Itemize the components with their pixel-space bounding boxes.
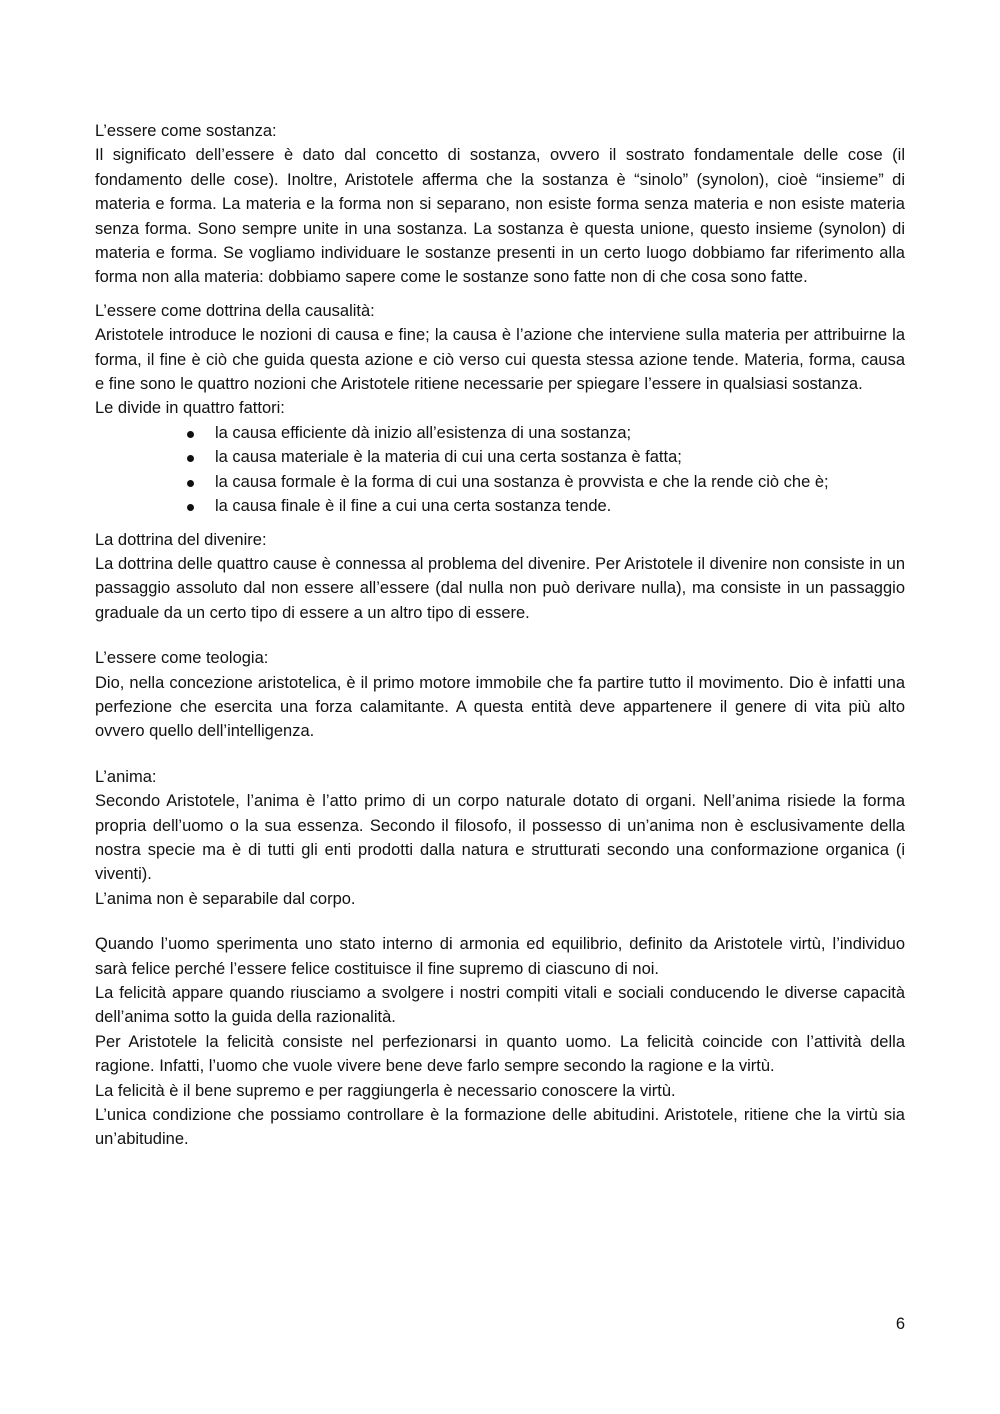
list-intro: Le divide in quattro fattori: <box>95 399 285 418</box>
section-sostanza <box>95 119 905 290</box>
page-content <box>95 119 905 1161</box>
section-text: La dottrina delle quattro cause è connessa al problema del divenire. Per Aristotele il divenire non consiste in un passaggio assoluto dal non essere all’essere (dal nulla non può derivare nulla), ma consiste in un passaggio graduale da un certo tipo di essere a un altro tipo di essere. <box>95 554 905 622</box>
section-felicita <box>95 932 905 1152</box>
bullet-icon <box>187 455 194 462</box>
list-item <box>187 421 905 445</box>
paragraph: Per Aristotele la felicità consiste nel perfezionarsi in quanto uomo. La felicità coincide con l’attività della ragione. Infatti, l’uomo che vuole vivere bene deve farlo sempre secondo la ragione e la virtù. <box>95 1032 905 1076</box>
section-divenire <box>95 528 905 626</box>
section-text: Dio, nella concezione aristotelica, è il primo motore immobile che fa partire tutto il movimento. Dio è infatti una perfezione che esercita una forza calamitante. A questa entità deve appartenere il genere di vita più alto ovvero quello dell’intelligenza. <box>95 673 905 741</box>
list-item-text: la causa formale è la forma di cui una sostanza è provvista e che la rende ciò che è; <box>215 472 829 491</box>
section-heading: La dottrina del divenire: <box>95 530 267 549</box>
paragraph: La felicità è il bene supremo e per raggiungerla è necessario conoscere la virtù. <box>95 1081 676 1100</box>
section-heading: L’essere come teologia: <box>95 649 269 668</box>
list-item-text: la causa materiale è la materia di cui una certa sostanza è fatta; <box>215 448 682 467</box>
bullet-icon <box>187 431 194 438</box>
list-item-text: la causa efficiente dà inizio all’esistenza di una sostanza; <box>215 423 632 442</box>
causes-list <box>95 421 905 519</box>
section-anima <box>95 765 905 911</box>
section-heading: L’anima: <box>95 767 157 786</box>
section-text: L’anima non è separabile dal corpo. <box>95 889 356 908</box>
list-item-text: la causa finale è il fine a cui una certa sostanza tende. <box>215 497 612 516</box>
page-number: 6 <box>895 1315 905 1333</box>
section-text: Aristotele introduce le nozioni di causa e fine; la causa è l’azione che interviene sulla materia per attribuirne la forma, il fine è ciò che guida questa azione e ciò verso cui questa stessa azione tende. Materia, forma, causa e fine sono le quattro nozioni che Aristotele ritiene necessarie per spiegare l’essere in qualsiasi sostanza. <box>95 326 905 394</box>
section-heading: L’essere come dottrina della causalità: <box>95 301 375 320</box>
section-text: Il significato dell’essere è dato dal concetto di sostanza, ovvero il sostrato fondamentale delle cose (il fondamento delle cose). Inoltre, Aristotele afferma che la sostanza è “sinolo” (synolon), cioè “insieme” di materia e forma. La materia e la forma non si separano, non esiste forma senza materia e non esiste materia senza forma. Sono sempre unite in una sostanza. La sostanza è questa unione, questo insieme (synolon) di materia e forma. Se vogliamo individuare le sostanze presenti in un certo luogo dobbiamo far riferimento alla forma non alla materia: dobbiamo sapere come le sostanze sono fatte non di che cosa sono fatte. <box>95 146 905 287</box>
section-text: Secondo Aristotele, l’anima è l’atto primo di un corpo naturale dotato di organi. Nell’anima risiede la forma propria dell’uomo o la sua essenza. Secondo il filosofo, il possesso di un’anima non è esclusivamente della nostra specie ma è di tutti gli enti prodotti dalla natura e strutturati secondo una conformazione organica (i viventi). <box>95 792 905 884</box>
paragraph: Quando l’uomo sperimenta uno stato interno di armonia ed equilibrio, definito da Aristotele virtù, l’individuo sarà felice perché l’essere felice costituisce il fine supremo di ciascuno di noi. <box>95 935 905 978</box>
list-item <box>187 445 905 469</box>
paragraph: L’unica condizione che possiamo controllare è la formazione delle abitudini. Aristotele, ritiene che la virtù sia un’abitudine. <box>95 1106 905 1149</box>
list-item <box>187 470 905 494</box>
section-causalita <box>95 299 905 421</box>
paragraph: La felicità appare quando riusciamo a svolgere i nostri compiti vitali e sociali conducendo le diverse capacità dell’anima sotto la guida della razionalità. <box>95 984 905 1027</box>
list-item <box>187 494 905 518</box>
bullet-icon <box>187 504 194 511</box>
section-teologia <box>95 646 905 744</box>
section-heading: L’essere come sostanza: <box>95 122 277 140</box>
bullet-icon <box>187 480 194 487</box>
